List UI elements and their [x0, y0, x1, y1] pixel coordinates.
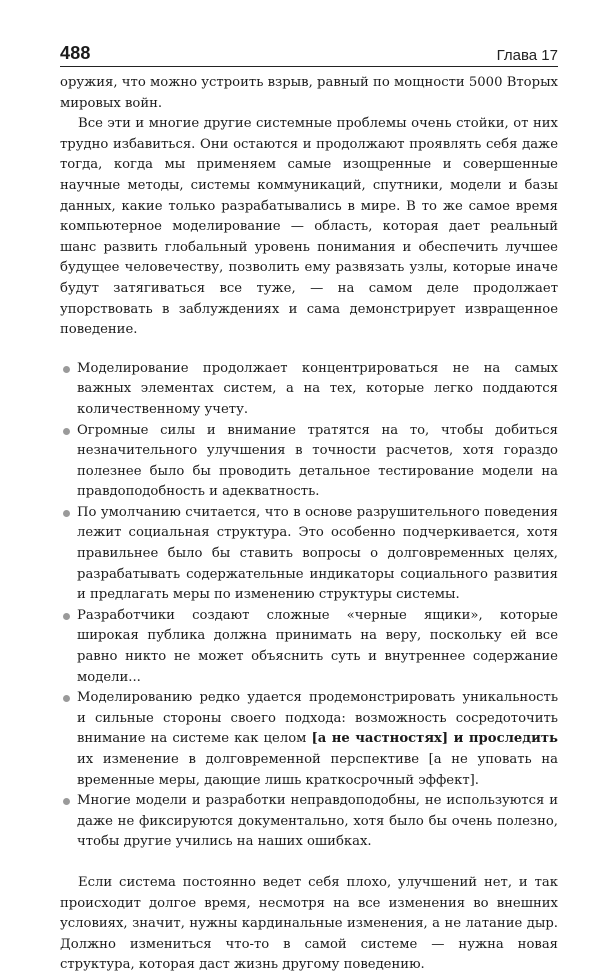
paragraph-conclusion: Если система постоянно ведет себя плохо, улучшений нет, и так происходит долгое время, несмотря на все изменения во внешних условиях, значит, нужны кардинальные изменения, а не латание дыр. Должно измениться что-то в самой системе — нужна новая структура, которая даст жизнь другому поведению. — [60, 874, 558, 973]
bullet-dot-icon — [63, 428, 70, 435]
page-number: 488 — [60, 43, 91, 63]
page-header — [60, 40, 558, 67]
list-item-text-bold: [а не частностях] и проследить — [311, 731, 558, 747]
list-item-text: Огромные силы и внимание тратятся на то, чтобы добиться незначительного улучшения в точности расчетов, хотя гораздо полезнее было бы проводить детальное тестирование модели на правдоподобность и адекватность. — [77, 422, 558, 500]
list-item — [77, 606, 558, 688]
book-page — [60, 40, 558, 976]
list-item — [77, 359, 558, 421]
list-item — [77, 688, 558, 791]
list-item — [77, 421, 558, 503]
bullet-dot-icon — [63, 510, 70, 517]
bullet-dot-icon — [63, 695, 70, 702]
body-text — [60, 73, 558, 976]
paragraph-continuation: оружия, что можно устроить взрыв, равный по мощности 5000 Вторых мировых войн. — [60, 75, 558, 111]
chapter-title: Глава 17 — [496, 47, 558, 64]
list-item-text: Разработчики создают сложные «черные ящики», которые широкая публика должна принимать на веру, поскольку ей все равно никто не может объяснить суть и внутреннее содержание модели... — [77, 607, 558, 685]
list-item-text: По умолчанию считается, что в основе разрушительного поведения лежит социальная структура. Это особенно подчеркивается, хотя правильнее было бы ставить вопросы о долговременных целях, разрабатывать содержательные индикаторы социального развития и предлагать меры по изменению структуры системы. — [77, 504, 558, 603]
list-item-text: Многие модели и разработки неправдоподобны, не используются и даже не фиксируются документально, хотя было бы очень полезно, чтобы другие учились на наших ошибках. — [77, 793, 558, 850]
bullet-dot-icon — [63, 613, 70, 620]
list-item-text-before: Моделированию редко удается продемонстрировать уникальность и сильные стороны своего подхода: возможность сосредоточить внимание на системе как целом — [77, 690, 558, 747]
paragraph-system-problems: Все эти и многие другие системные проблемы очень стойки, от них трудно избавиться. Они остаются и продолжают проявлять себя даже тогда, когда мы применяем самые изощренные и совершенные научные методы, системы коммуникаций, спутники, модели и базы данных, какие только разрабатывались в мире. В то же самое время компьютерное моделирование — область, которая дает реальный шанс развить глобальный уровень понимания и обеспечить лучшее будущее человечеству, позволить ему развязать узлы, которые иначе будут затягиваться все туже, — на самом деле продолжает упорствовать в заблуждениях и сама демонстрирует извращенное поведение. — [60, 116, 558, 338]
bullet-list — [60, 359, 558, 853]
list-item-text: Моделирование продолжает концентрироваться не на самых важных элементах систем, а на тех, которые легко поддаются количественному учету. — [77, 360, 558, 417]
list-item-text-after: их изменение в долговременной перспективе [а не уповать на временные меры, дающие лишь краткосрочный эффект]. — [77, 752, 558, 788]
list-item — [77, 791, 558, 853]
bullet-dot-icon — [63, 366, 70, 373]
bullet-dot-icon — [63, 798, 70, 805]
list-item — [77, 503, 558, 606]
